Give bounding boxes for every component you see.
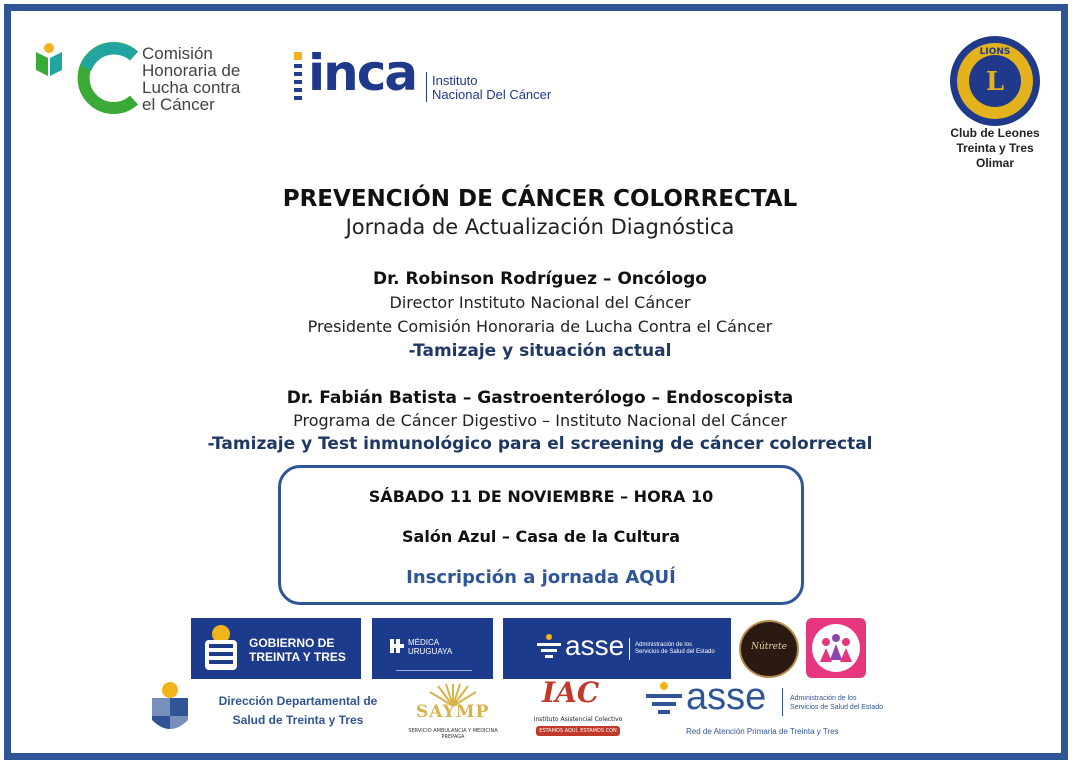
asse-red-atencion-logo [640, 676, 902, 740]
speaker-1-role: Director Instituto Nacional del Cáncer [389, 293, 691, 312]
inca-sub-line: Nacional Del Cáncer [432, 87, 552, 102]
asse-subtitle [635, 642, 715, 656]
inca-separator [426, 72, 427, 102]
speaker-2-name: Dr. Fabián Batista – Gastroenterólogo – Endoscopista [286, 388, 794, 408]
ddstt-line: Salud de Treinta y Tres [232, 713, 364, 727]
speaker-1-topic: -Tamizaje y situación actual [408, 341, 672, 361]
asse-subtitle [790, 694, 883, 712]
asse-sub-line: Administración de los [635, 642, 693, 648]
gobierno-line: TREINTA Y TRES [249, 650, 346, 664]
asse-sub-line: Servicios de Salud del Estado [635, 649, 715, 655]
medica-divider [396, 670, 472, 671]
saymp-subtitle: SERVICIO AMBULANCIA Y MEDICINA PREPAGA [408, 728, 498, 740]
treinta-y-tres-crest-icon [199, 622, 243, 676]
medica-uruguaya-logo [372, 618, 493, 679]
asse-sub-line: Administración de los [790, 695, 857, 702]
asse-separator [629, 638, 630, 660]
asse-separator [782, 688, 783, 716]
iac-wordmark: IAC [542, 676, 600, 709]
event-details-box [278, 465, 804, 605]
svg-text:LIONS: LIONS [979, 47, 1011, 57]
event-title: PREVENCIÓN DE CÁNCER COLORRECTAL [282, 186, 798, 212]
iac-tagline: ESTAMOS AQUÍ, ESTAMOS CON VOS [536, 726, 620, 736]
lions-caption-line: Treinta y Tres [956, 141, 1034, 155]
inca-bars-icon [294, 52, 306, 102]
chlcc-c-icon [72, 42, 144, 114]
saymp-wordmark: SAYMP [416, 702, 490, 722]
registration-link[interactable]: Inscripción a jornada AQUÍ [406, 567, 676, 588]
pink-association-logo [806, 618, 866, 678]
chlcc-line: el Cáncer [142, 95, 215, 114]
gobierno-line: GOBIERNO DE [249, 636, 335, 650]
inca-wordmark: inca [308, 44, 417, 102]
asse-network: Red de Atención Primaria de Treinta y Tres [686, 727, 839, 736]
asse-bars-icon [644, 682, 684, 716]
asse-wordmark: asse [686, 676, 767, 718]
chlcc-book-icon [34, 42, 64, 78]
medica-text [408, 638, 452, 656]
inca-sub-line: Instituto [432, 73, 478, 88]
lions-caption [930, 126, 1060, 171]
medica-uruguaya-icon [390, 639, 404, 653]
iac-subtitle: Instituto Asistencial Colectivo [533, 716, 623, 723]
gobierno-text [249, 636, 346, 664]
saymp-logo [398, 684, 508, 740]
lions-caption-line: Olimar [975, 156, 1014, 170]
chlcc-logo [34, 40, 274, 120]
inca-subtitle [432, 74, 551, 102]
asse-wordmark: asse [565, 630, 625, 661]
speaker-2-topic: -Tamizaje y Test inmunológico para el screening de cáncer colorrectal [207, 434, 873, 454]
lions-emblem-icon [948, 34, 1042, 128]
people-group-icon [806, 618, 866, 678]
lions-caption-line: Club de Leones [950, 126, 1040, 140]
direccion-departamental-salud [212, 692, 384, 730]
inca-logo [294, 44, 584, 110]
event-subtitle: Jornada de Actualización Diagnóstica [345, 215, 735, 239]
asse-bars-icon [535, 634, 563, 660]
speaker-2-role: Programa de Cáncer Digestivo – Instituto Nacional del Cáncer [293, 411, 787, 430]
chlcc-line: Honoraria de [142, 61, 241, 80]
chlcc-name [142, 45, 240, 113]
medica-line: URUGUAYA [408, 647, 453, 656]
svg-text:L: L [985, 67, 1005, 97]
speaker-1-role: Presidente Comisión Honoraria de Lucha Contra el Cáncer [307, 317, 773, 336]
nutrete-logo [739, 620, 799, 678]
lions-club-logo [930, 34, 1060, 184]
gobierno-treinta-y-tres-logo [191, 618, 361, 679]
chlcc-line: Comisión [142, 44, 213, 63]
ddstt-line: Dirección Departamental de [218, 694, 378, 708]
uruguay-shield-icon [148, 680, 192, 738]
nutrete-word: Nútrete [751, 642, 787, 652]
asse-logo [503, 618, 731, 679]
medica-line: MÉDICA [408, 638, 440, 647]
chlcc-line: Lucha contra [142, 78, 241, 97]
event-place: Salón Azul – Casa de la Cultura [402, 527, 680, 546]
event-date: SÁBADO 11 DE NOVIEMBRE – HORA 10 [368, 487, 714, 506]
speaker-1-name: Dr. Robinson Rodríguez – Oncólogo [373, 269, 707, 289]
iac-logo [532, 676, 624, 744]
asse-sub-line: Servicios de Salud del Estado [790, 704, 883, 711]
